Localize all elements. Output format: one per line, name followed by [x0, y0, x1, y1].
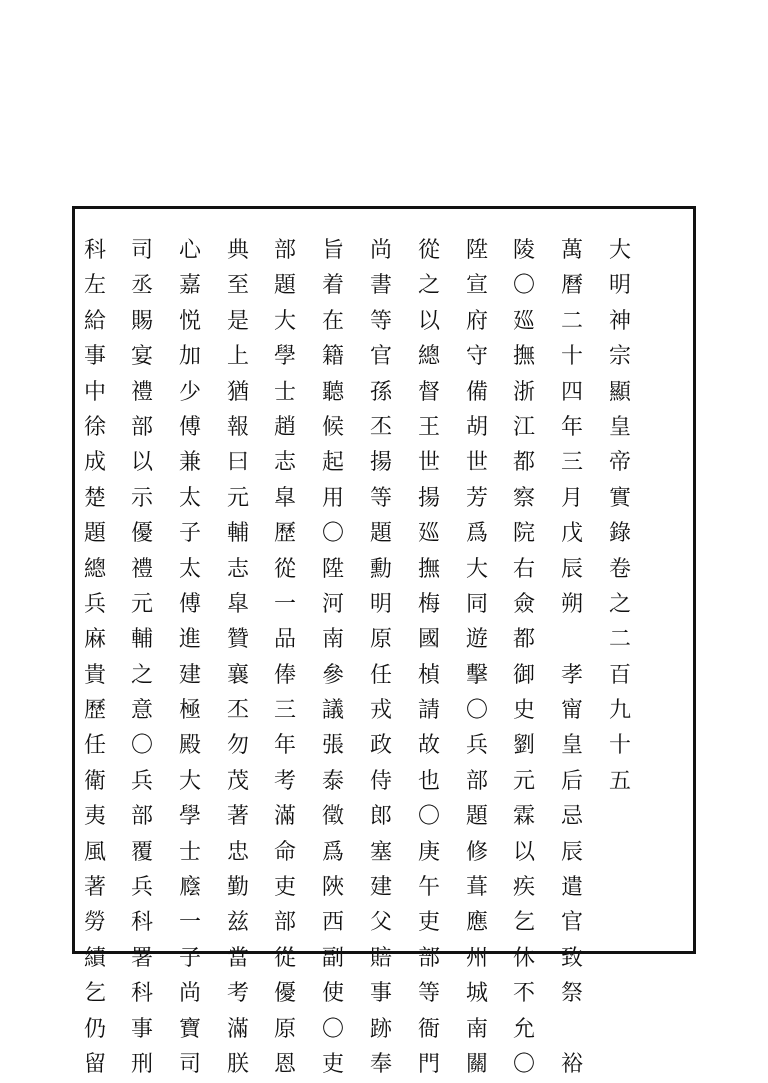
- character: 以: [512, 839, 535, 865]
- character: 歷: [83, 698, 106, 724]
- character: 城: [465, 981, 488, 1007]
- character: 后: [560, 768, 583, 794]
- character: 皐: [226, 591, 249, 617]
- character: 十: [560, 344, 583, 370]
- character: 一: [178, 910, 201, 936]
- character: 丞: [130, 273, 153, 299]
- character: 禮: [130, 556, 153, 582]
- character: 等: [369, 308, 392, 334]
- character: 休: [512, 945, 535, 971]
- text-column: [553, 234, 591, 1083]
- character: 部: [130, 414, 153, 440]
- character: 著: [83, 875, 106, 901]
- character: 故: [417, 733, 440, 759]
- character: 〇: [512, 273, 535, 299]
- character: 陜: [321, 875, 344, 901]
- character: 考: [273, 768, 296, 794]
- character: 恩: [273, 1051, 296, 1077]
- character: 元: [512, 768, 535, 794]
- character: 〇: [130, 733, 153, 759]
- character: 殿: [178, 733, 201, 759]
- character: 士: [273, 379, 296, 405]
- character: 爲: [321, 839, 344, 865]
- character: 風: [83, 839, 106, 865]
- character: 奉: [369, 1051, 392, 1077]
- character: 裕: [560, 1051, 583, 1077]
- character: 衛: [83, 768, 106, 794]
- character: 上: [226, 344, 249, 370]
- character: 廵: [512, 308, 535, 334]
- character: 甯: [560, 698, 583, 724]
- character: 成: [83, 450, 106, 476]
- character: 俸: [273, 662, 296, 688]
- character: 傅: [178, 591, 201, 617]
- character: 茂: [226, 768, 249, 794]
- character: 勿: [226, 733, 249, 759]
- character: 孫: [369, 379, 392, 405]
- character: 〇: [512, 1051, 535, 1077]
- character: 張: [321, 733, 344, 759]
- character: 給: [83, 308, 106, 334]
- text-column: [314, 234, 352, 1083]
- character: 丕: [369, 414, 392, 440]
- character: 爲: [465, 521, 488, 547]
- character: 部: [417, 945, 440, 971]
- character: 遊: [465, 627, 488, 653]
- character: 示: [130, 485, 153, 511]
- character: 當: [226, 945, 249, 971]
- character: 勳: [369, 556, 392, 582]
- character: 劉: [512, 733, 535, 759]
- character: 府: [465, 308, 488, 334]
- character: 右: [512, 556, 535, 582]
- character: 滿: [273, 804, 296, 830]
- character: 輔: [130, 627, 153, 653]
- character: 是: [226, 308, 249, 334]
- character: 等: [417, 981, 440, 1007]
- character: 南: [465, 1016, 488, 1042]
- character: 揚: [417, 485, 440, 511]
- character: 萬: [560, 238, 583, 263]
- character: 霖: [512, 804, 535, 830]
- character: 撫: [417, 556, 440, 582]
- character: 撫: [512, 344, 535, 370]
- text-column: [458, 234, 496, 1083]
- character: 關: [465, 1051, 488, 1077]
- character: 兼: [178, 450, 201, 476]
- character: 宴: [130, 344, 153, 370]
- character: 楨: [417, 662, 440, 688]
- character: 四: [560, 379, 583, 405]
- character: 之: [130, 662, 153, 688]
- character: 禮: [130, 379, 153, 405]
- character: 太: [178, 556, 201, 582]
- text-column: [505, 234, 543, 1083]
- character: 吏: [417, 910, 440, 936]
- character: 胡: [465, 414, 488, 440]
- character: 科: [130, 981, 153, 1007]
- character: 郎: [369, 804, 392, 830]
- character: 朕: [226, 1051, 249, 1077]
- character: 夷: [83, 804, 106, 830]
- character: 明: [369, 591, 392, 617]
- character: 十: [608, 733, 631, 759]
- character: 王: [417, 414, 440, 440]
- character: 輔: [226, 521, 249, 547]
- character: 猶: [226, 379, 249, 405]
- character: 都: [512, 627, 535, 653]
- character: 辰: [560, 556, 583, 582]
- character: 吏: [321, 1051, 344, 1077]
- character: 三: [560, 450, 583, 476]
- character: 祭: [560, 981, 583, 1007]
- character: 西: [321, 910, 344, 936]
- character: 神: [608, 308, 631, 334]
- character: 着: [321, 273, 344, 299]
- character: 品: [273, 627, 296, 653]
- character: 書: [369, 273, 392, 299]
- character: 之: [608, 591, 631, 617]
- character: 徐: [83, 414, 106, 440]
- character: 尚: [369, 238, 392, 263]
- character: 梅: [417, 591, 440, 617]
- character: 請: [417, 698, 440, 724]
- character: 帝: [608, 450, 631, 476]
- character: 應: [465, 910, 488, 936]
- character: 政: [369, 733, 392, 759]
- character: 題: [369, 521, 392, 547]
- character: 顯: [608, 379, 631, 405]
- volume-title-column: [601, 234, 639, 800]
- character: 極: [178, 698, 201, 724]
- character: 歷: [273, 521, 296, 547]
- character: 二: [560, 308, 583, 334]
- character: 刑: [130, 1051, 153, 1077]
- character: 兵: [130, 768, 153, 794]
- character: 世: [417, 450, 440, 476]
- character: 五: [608, 768, 631, 794]
- character: 兵: [130, 875, 153, 901]
- text-column: [410, 234, 448, 1083]
- character: 年: [560, 414, 583, 440]
- character: 吏: [273, 875, 296, 901]
- character: 典: [226, 238, 249, 263]
- character: 意: [130, 698, 153, 724]
- character: 明: [608, 273, 631, 299]
- character: 優: [130, 521, 153, 547]
- character: 陞: [321, 556, 344, 582]
- character: 元: [130, 591, 153, 617]
- character: 賜: [130, 308, 153, 334]
- character: 考: [226, 981, 249, 1007]
- character: 題: [465, 804, 488, 830]
- text-column: [219, 234, 257, 1083]
- character: 大: [608, 238, 631, 263]
- character: 議: [321, 698, 344, 724]
- character: 贊: [226, 627, 249, 653]
- character: 侍: [369, 768, 392, 794]
- character: 從: [417, 238, 440, 263]
- character: 進: [178, 627, 201, 653]
- character: 傅: [178, 414, 201, 440]
- character: 曆: [560, 273, 583, 299]
- character: 遣: [560, 875, 583, 901]
- character: 廵: [417, 521, 440, 547]
- character: 籍: [321, 344, 344, 370]
- character: 忌: [560, 804, 583, 830]
- character: 績: [83, 945, 106, 971]
- character: 皐: [273, 485, 296, 511]
- character: 允: [512, 1016, 535, 1042]
- character: 太: [178, 485, 201, 511]
- character: 疾: [512, 875, 535, 901]
- character: 以: [130, 450, 153, 476]
- text-column: [362, 234, 400, 1083]
- character: 門: [417, 1051, 440, 1077]
- character: 趙: [273, 414, 296, 440]
- character: 御: [512, 662, 535, 688]
- character: 州: [465, 945, 488, 971]
- character: 滿: [226, 1016, 249, 1042]
- character: 午: [417, 875, 440, 901]
- character: 科: [83, 238, 106, 263]
- character: 大: [465, 556, 488, 582]
- character: 副: [321, 945, 344, 971]
- character: 旨: [321, 238, 344, 263]
- character: 一: [273, 591, 296, 617]
- character: 用: [321, 485, 344, 511]
- character: 衙: [417, 1016, 440, 1042]
- character: 襄: [226, 662, 249, 688]
- character: 起: [321, 450, 344, 476]
- character: 督: [417, 379, 440, 405]
- character: 寶: [178, 1016, 201, 1042]
- character: 河: [321, 591, 344, 617]
- character: 司: [178, 1051, 201, 1077]
- character: 志: [273, 450, 296, 476]
- character: 孝: [560, 662, 583, 688]
- character: 優: [273, 981, 296, 1007]
- character: 尚: [178, 981, 201, 1007]
- character: 戊: [560, 521, 583, 547]
- character: 學: [273, 344, 296, 370]
- character: 〇: [417, 804, 440, 830]
- character: 子: [178, 521, 201, 547]
- character: 心: [178, 238, 201, 263]
- character: 事: [130, 1016, 153, 1042]
- character: 留: [83, 1051, 106, 1077]
- character: 守: [465, 344, 488, 370]
- character: 乞: [83, 981, 106, 1007]
- character: 陞: [465, 238, 488, 263]
- text-column: [76, 234, 114, 1083]
- character: 兹: [226, 910, 249, 936]
- character: 加: [178, 344, 201, 370]
- character: 百: [608, 662, 631, 688]
- character: 勞: [83, 910, 106, 936]
- character: 庚: [417, 839, 440, 865]
- character: 命: [273, 839, 296, 865]
- character: 宗: [608, 344, 631, 370]
- character: 科: [130, 910, 153, 936]
- character: 至: [226, 273, 249, 299]
- character: 兵: [465, 733, 488, 759]
- character: 賠: [369, 945, 392, 971]
- character: 聽: [321, 379, 344, 405]
- character: 父: [369, 910, 392, 936]
- character: 大: [178, 768, 201, 794]
- character: 泰: [321, 768, 344, 794]
- character: 忠: [226, 839, 249, 865]
- character: 等: [369, 485, 392, 511]
- character: 麻: [83, 627, 106, 653]
- character: 總: [417, 344, 440, 370]
- character: 塞: [369, 839, 392, 865]
- character: 原: [273, 1016, 296, 1042]
- character: 官: [560, 910, 583, 936]
- character: 三: [273, 698, 296, 724]
- character: 學: [178, 804, 201, 830]
- character: 覆: [130, 839, 153, 865]
- character: 題: [83, 521, 106, 547]
- character: 士: [178, 839, 201, 865]
- character: [555, 623, 589, 657]
- character: 著: [226, 804, 249, 830]
- text-column: [123, 234, 161, 1083]
- character: 嘉: [178, 273, 201, 299]
- character: 國: [417, 627, 440, 653]
- character: 以: [417, 308, 440, 334]
- character: 〇: [321, 1016, 344, 1042]
- character: 皇: [560, 733, 583, 759]
- character: 從: [273, 945, 296, 971]
- character: 錄: [608, 521, 631, 547]
- character: 院: [512, 521, 535, 547]
- character: 宣: [465, 273, 488, 299]
- character: 中: [83, 379, 106, 405]
- character: 戎: [369, 698, 392, 724]
- character: 卷: [608, 556, 631, 582]
- character: 曰: [226, 450, 249, 476]
- character: 參: [321, 662, 344, 688]
- character: 浙: [512, 379, 535, 405]
- character: 總: [83, 556, 106, 582]
- character: 江: [512, 414, 535, 440]
- character: 在: [321, 308, 344, 334]
- character: 報: [226, 414, 249, 440]
- character: 官: [369, 344, 392, 370]
- character: [555, 1013, 589, 1047]
- character: 乞: [512, 910, 535, 936]
- character: 司: [130, 238, 153, 263]
- character: 勤: [226, 875, 249, 901]
- character: 徵: [321, 804, 344, 830]
- character: 事: [83, 344, 106, 370]
- character: 擊: [465, 662, 488, 688]
- character: 志: [226, 556, 249, 582]
- character: 署: [130, 945, 153, 971]
- character: 左: [83, 273, 106, 299]
- character: 部: [273, 238, 296, 263]
- text-column: [266, 234, 304, 1083]
- character: 實: [608, 485, 631, 511]
- character: 朔: [560, 591, 583, 617]
- character: 楚: [83, 485, 106, 511]
- character: 致: [560, 945, 583, 971]
- character: 皇: [608, 414, 631, 440]
- character: 兵: [83, 591, 106, 617]
- character: 仍: [83, 1016, 106, 1042]
- character: 從: [273, 556, 296, 582]
- character: 〇: [321, 521, 344, 547]
- character: 貴: [83, 662, 106, 688]
- character: 九: [608, 698, 631, 724]
- character: 〇: [465, 698, 488, 724]
- character: 候: [321, 414, 344, 440]
- character: 月: [560, 485, 583, 511]
- character: 之: [417, 273, 440, 299]
- character: 南: [321, 627, 344, 653]
- character: 備: [465, 379, 488, 405]
- character: 悦: [178, 308, 201, 334]
- character: 僉: [512, 591, 535, 617]
- character: 使: [321, 981, 344, 1007]
- character: 原: [369, 627, 392, 653]
- character: 事: [369, 981, 392, 1007]
- character: 部: [465, 768, 488, 794]
- character: 少: [178, 379, 201, 405]
- character: 部: [130, 804, 153, 830]
- character: 同: [465, 591, 488, 617]
- character: 陵: [512, 238, 535, 263]
- character: 不: [512, 981, 535, 1007]
- character: 部: [273, 910, 296, 936]
- character: 世: [465, 450, 488, 476]
- character: 辰: [560, 839, 583, 865]
- character: 跡: [369, 1016, 392, 1042]
- character: 題: [273, 273, 296, 299]
- character: 丕: [226, 698, 249, 724]
- character: 大: [273, 308, 296, 334]
- character: 也: [417, 768, 440, 794]
- character: 察: [512, 485, 535, 511]
- character: 建: [178, 662, 201, 688]
- character: 二: [608, 627, 631, 653]
- character: 芳: [465, 485, 488, 511]
- character: 葺: [465, 875, 488, 901]
- text-column: [171, 234, 209, 1083]
- character: 揚: [369, 450, 392, 476]
- character: 任: [83, 733, 106, 759]
- character: 史: [512, 698, 535, 724]
- character: 都: [512, 450, 535, 476]
- character: 年: [273, 733, 296, 759]
- character: 廕: [178, 875, 201, 901]
- character: 修: [465, 839, 488, 865]
- character: 元: [226, 485, 249, 511]
- character: 任: [369, 662, 392, 688]
- character: 子: [178, 945, 201, 971]
- character: 建: [369, 875, 392, 901]
